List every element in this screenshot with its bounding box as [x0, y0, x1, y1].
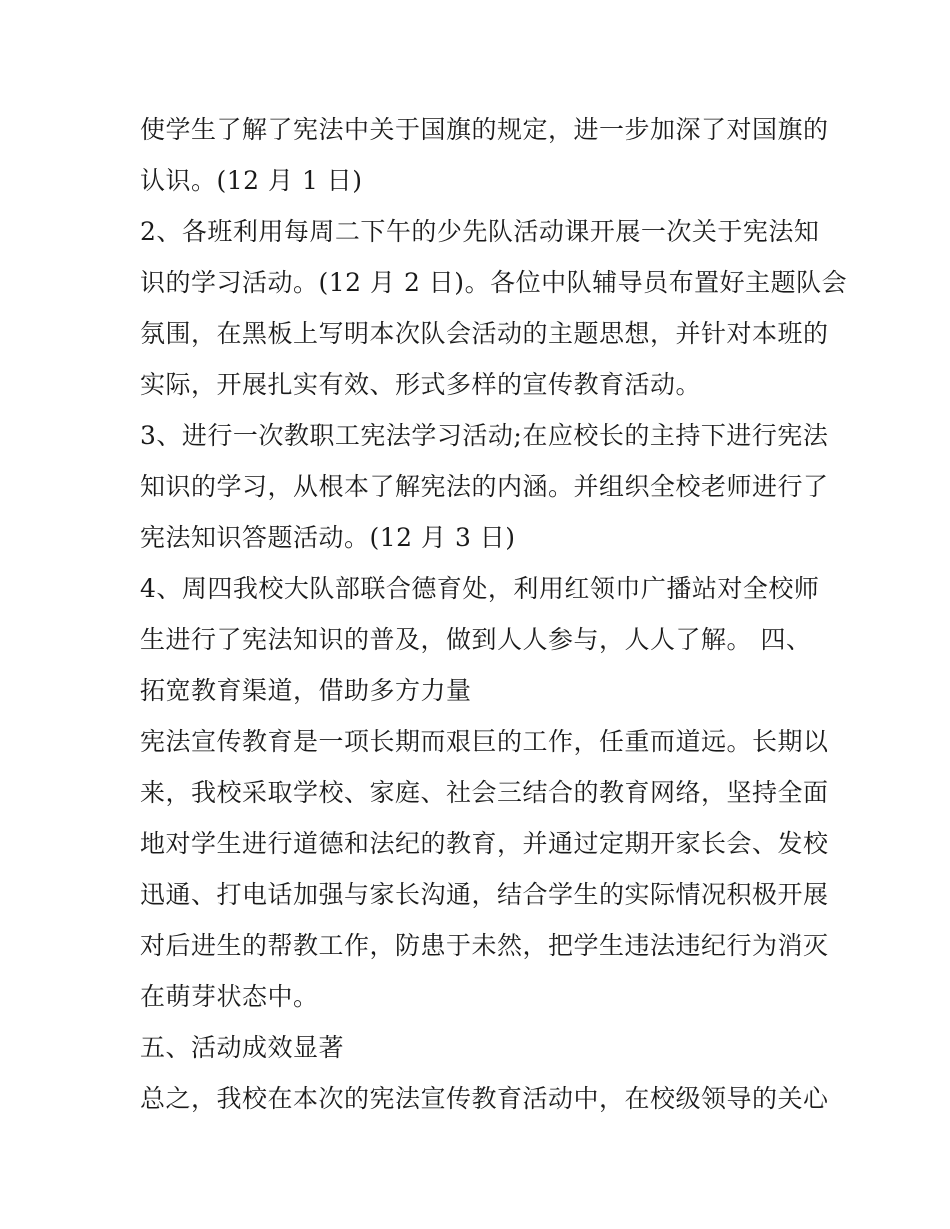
text-line: 宪法宣传教育是一项长期而艰巨的工作，任重而道远。长期以 — [140, 727, 829, 756]
text-line: 来，我校采取学校、家庭、社会三结合的教育网络，坚持全面 — [140, 778, 829, 807]
text-line: 宪法知识答题活动。(12 月 3 日) — [140, 523, 516, 552]
text-line: 迅通、打电话加强与家长沟通，结合学生的实际情况积极开展 — [140, 880, 829, 909]
text-line: 在萌芽状态中。 — [140, 982, 319, 1011]
section-heading: 五、活动成效显著 — [140, 1033, 345, 1062]
text-line: 知识的学习，从根本了解宪法的内涵。并组织全校老师进行了 — [140, 472, 829, 501]
text-line: 认识。(12 月 1 日) — [140, 166, 363, 195]
text-line: 识的学习活动。(12 月 2 日)。各位中队辅导员布置好主题队会 — [140, 268, 848, 297]
text-line: 对后进生的帮教工作，防患于未然，把学生违法违纪行为消灭 — [140, 931, 829, 960]
text-line: 实际，开展扎实有效、形式多样的宣传教育活动。 — [140, 370, 702, 399]
text-line: 地对学生进行道德和法纪的教育，并通过定期开家长会、发校 — [140, 829, 829, 858]
text-line: 4、周四我校大队部联合德育处，利用红领巾广播站对全校师 — [140, 574, 820, 603]
text-line: 总之，我校在本次的宪法宣传教育活动中，在校级领导的关心 — [140, 1084, 829, 1113]
text-line: 氛围，在黑板上写明本次队会活动的主题思想，并针对本班的 — [140, 319, 829, 348]
text-line: 拓宽教育渠道，借助多方力量 — [140, 676, 472, 705]
document-body — [140, 104, 848, 1124]
text-line: 3、进行一次教职工宪法学习活动;在应校长的主持下进行宪法 — [140, 421, 829, 450]
text-line: 生进行了宪法知识的普及，做到人人参与，人人了解。 四、 — [140, 625, 812, 654]
text-line: 2、各班利用每周二下午的少先队活动课开展一次关于宪法知 — [140, 217, 820, 246]
text-line: 使学生了解了宪法中关于国旗的规定，进一步加深了对国旗的 — [140, 115, 829, 144]
